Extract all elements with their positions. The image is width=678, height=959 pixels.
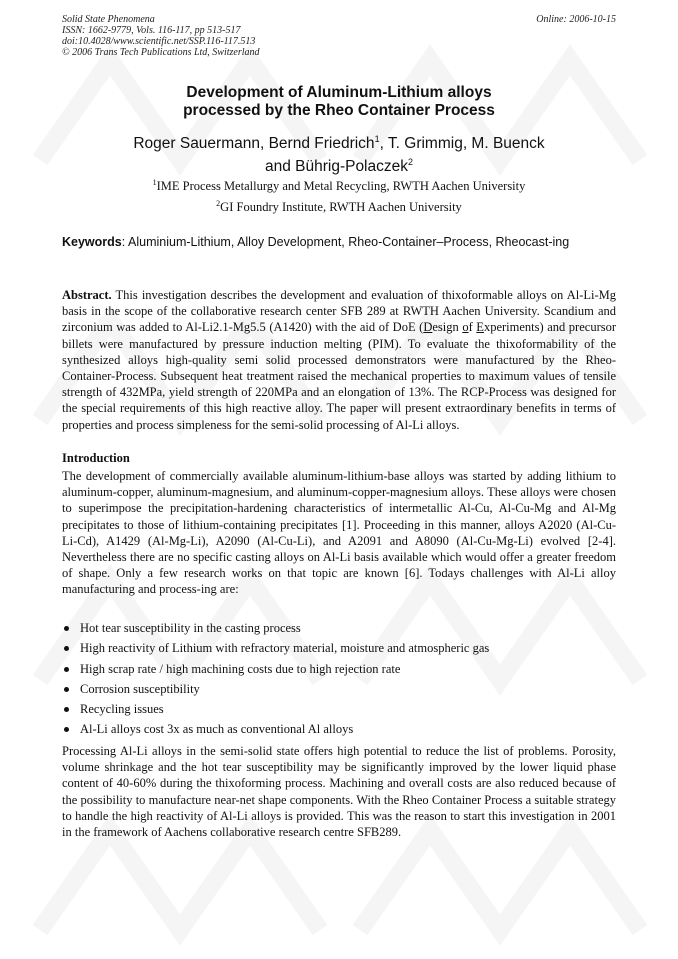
abstract-label: Abstract.	[62, 288, 112, 302]
abstract-u-o: o	[462, 320, 469, 335]
closing-paragraph: Processing Al-Li alloys in the semi-solid state offers high potential to reduce the list of problems. Porosity, volume shrinkage and the hot tear susceptibility may be significantly improved by the lower liquid phase content of 40-60% during the thixoforming process. Machining and overall costs are also reduced because of the possibility to manufacture near-net shape components. With the Rheo Container Process a suitable strategy to handle the high reactivity of Al-Li alloys is provided. This was the reason to start this investigation in 2001 in the framework of Aachens collaborative research centre SFB289.	[62, 744, 616, 840]
bullet-icon	[64, 626, 69, 631]
abstract-text-1: This investigation describes the development and evaluation of thixoformable alloys on Al-Li-Mg basis in the scope of the collaborative research center SFB 289 at RWTH Aachen University. Scandium and zirconium was added to Al-Li2.1-Mg5.5 (A1420) with the aid of DoE (	[62, 288, 616, 335]
bullet-icon	[64, 687, 69, 692]
title-line-2: processed by the Rheo Container Process	[183, 102, 495, 119]
list-item	[62, 640, 616, 660]
list-item	[62, 620, 616, 640]
bullet-icon	[64, 707, 69, 712]
keywords-label: Keywords	[62, 235, 122, 249]
list-item	[62, 721, 616, 741]
author-sup-2: 2	[408, 157, 414, 168]
affiliation-2-sup: 2	[216, 199, 221, 208]
list-item-text: High reactivity of Lithium with refractory material, moisture and atmospheric gas	[80, 641, 490, 656]
issn-line: ISSN: 1662-9779, Vols. 116-117, pp 513-517	[62, 25, 241, 36]
authors-part-1: Roger Sauermann, Bernd Friedrich	[133, 135, 375, 153]
list-item	[62, 661, 616, 681]
abstract-text-3: f	[468, 320, 477, 335]
paper-title	[62, 84, 616, 120]
list-item-text: Al-Li alloys cost 3x as much as conventional Al alloys	[80, 722, 354, 737]
challenge-list	[62, 620, 616, 742]
abstract-u-d: D	[423, 320, 433, 335]
author-sup-1: 1	[374, 134, 380, 144]
abstract-text-4: xperiments) and precursor billets were manufactured by pressure induction melting (PIM). To evaluate the thixoformability of the synthesized alloys high-quality semi solid processed demonstrators were manufactured by the Rheo-Container-Process. Subsequent heat treatment raised the mechanical properties to maximum values of tensile strength of 432MPa, yield strength of 220MPa and an elongation of 13%. The RCP-Process was designed for the special requirements of this high reactive alloy. The paper will present extraordinary benefits in terms of properties and process simpleness for the semi-solid processing of Al-Li alloys.	[62, 320, 617, 432]
journal-name: Solid State Phenomena	[62, 14, 155, 25]
doi-line: doi:10.4028/www.scientific.net/SSP.116-117.513	[62, 36, 256, 47]
affiliation-2	[62, 196, 616, 215]
introduction-heading: Introduction	[62, 451, 130, 465]
affiliation-2-text: GI Foundry Institute, RWTH Aachen University	[220, 200, 462, 215]
abstract-text-2: esign	[432, 320, 463, 335]
list-item-text: High scrap rate / high machining costs due to high rejection rate	[80, 661, 401, 676]
affiliation-1-sup: 1	[152, 178, 157, 187]
list-item-text: Corrosion susceptibility	[80, 681, 200, 696]
copyright-line: © 2006 Trans Tech Publications Ltd, Switzerland	[62, 47, 260, 58]
list-item-text: Hot tear susceptibility in the casting process	[80, 621, 301, 635]
bullet-icon	[64, 727, 69, 732]
author-list	[62, 130, 616, 176]
affiliation-1-text: IME Process Metallurgy and Metal Recycling, RWTH Aachen University	[156, 179, 526, 194]
publication-header	[62, 14, 616, 58]
abstract-u-e: E	[476, 320, 484, 335]
bullet-icon	[64, 646, 69, 651]
keywords-text: : Aluminium-Lithium, Alloy Development, Rheo-Container–Process, Rheocast-ing	[121, 235, 570, 249]
authors-part-3: and Bührig-Polaczek	[264, 158, 408, 176]
list-item-text: Recycling issues	[80, 702, 164, 717]
authors-part-2: , T. Grimmig, M. Buenck	[379, 135, 545, 153]
abstract	[62, 287, 616, 433]
affiliation-1	[62, 175, 616, 194]
title-line-1: Development of Aluminum-Lithium alloys	[186, 84, 492, 101]
list-item	[62, 681, 616, 701]
bullet-icon	[64, 667, 69, 672]
keywords	[62, 235, 616, 250]
introduction-text: The development of commercially available aluminum-lithium-base alloys was started by adding lithium to aluminum-copper, aluminum-magnesium, and aluminum-copper-magnesium alloys. These alloys were chosen to superimpose the precipitation-hardening characteristics of intermetallic Al-Cu, Al-Cu-Mg and Al-Mg precipitates to those of lithium-containing precipitates [1]. Proceeding in this manner, alloys A2020 (Al-Cu-Li-Cd), A1429 (Al-Mg-Li), A2090 (Al-Cu-Li), and A2091 and A8090 (Al-Cu-Mg-Li) evolved [2-4]. Nevertheless there are no specific casting alloys on Al-Li basis available which would offer a greater freedom of shape. Only a few research works on that topic are known [6]. Todays challenges with Al-Li alloy manufacturing and process-ing are:	[62, 469, 616, 597]
list-item	[62, 701, 616, 721]
online-date: Online: 2006-10-15	[536, 14, 616, 25]
